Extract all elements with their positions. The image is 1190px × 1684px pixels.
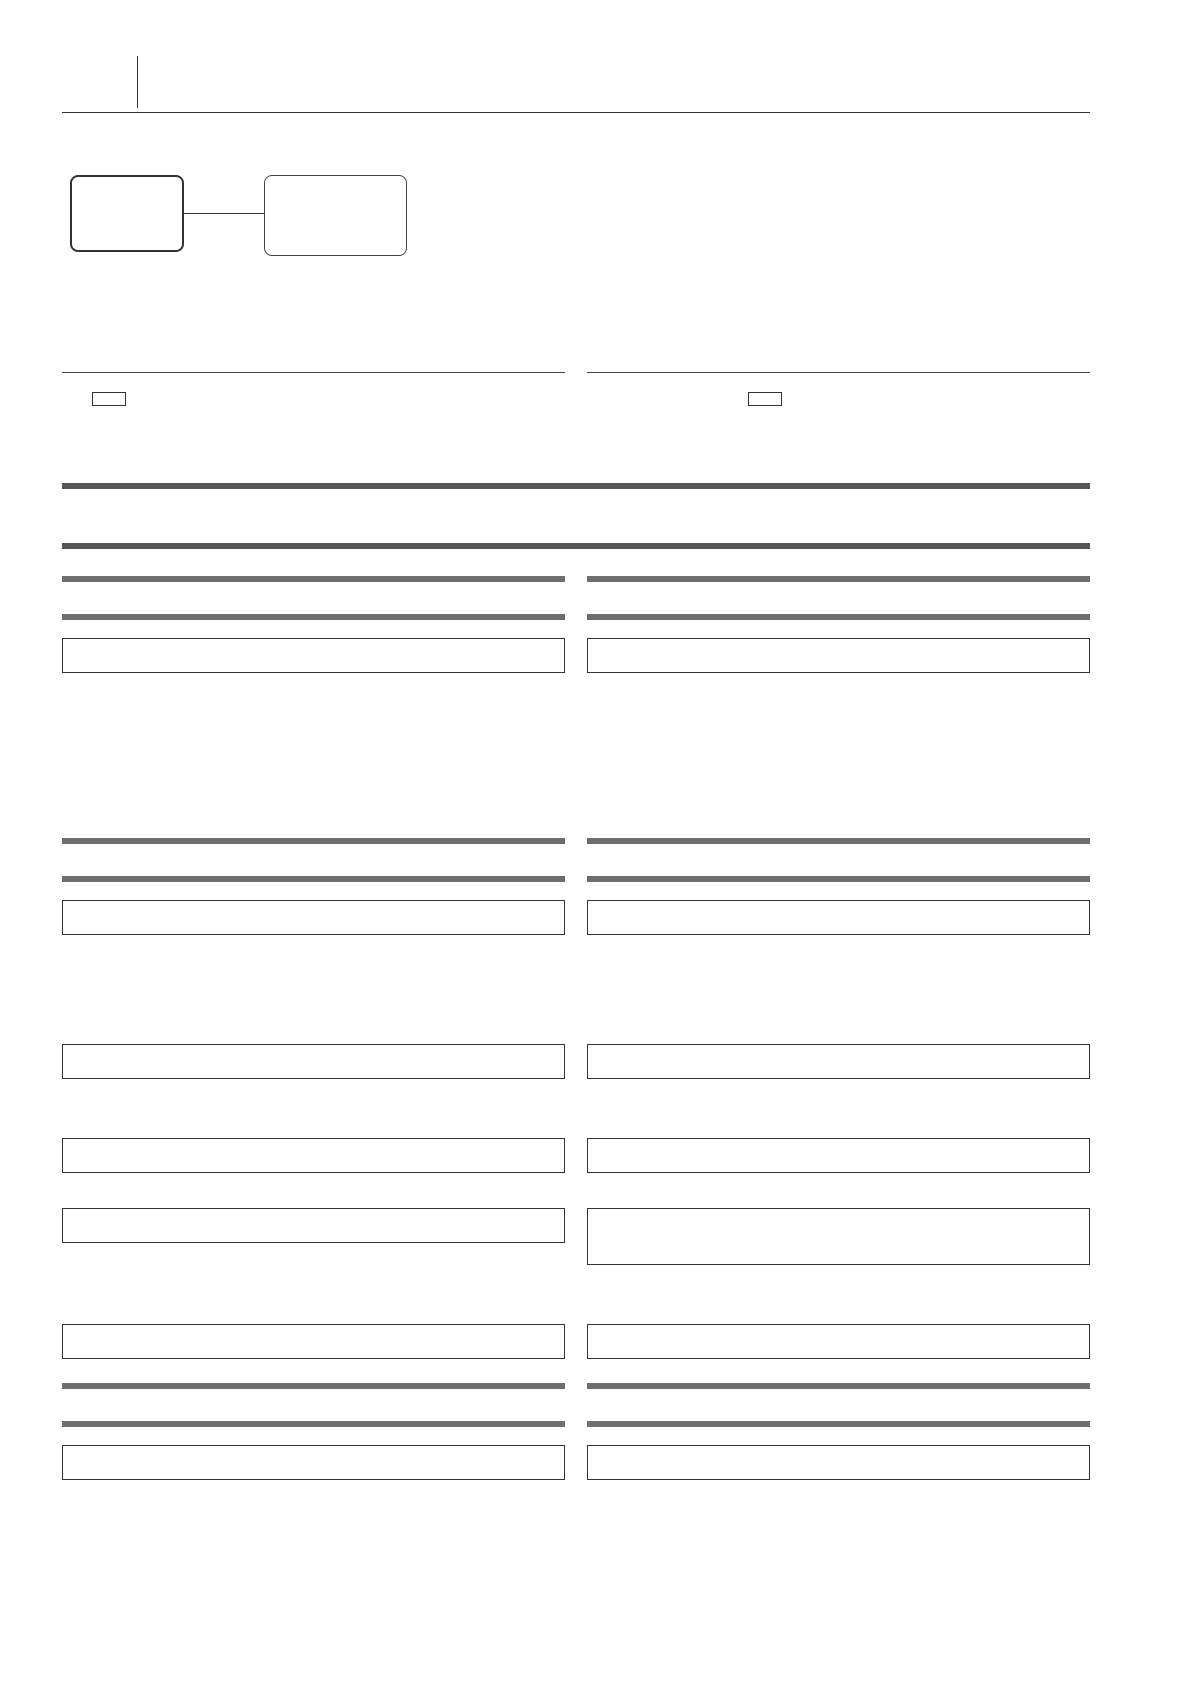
group3-rule-a-left [62, 1383, 565, 1389]
group2-box-2-right [587, 1044, 1090, 1079]
group2-box-5-right [587, 1324, 1090, 1359]
group3-box-right [587, 1445, 1090, 1480]
group1-box-left [62, 638, 565, 673]
diagram-node-secondary [264, 175, 407, 256]
header-divider-tick [137, 56, 138, 108]
group3-rule-b-right [587, 1421, 1090, 1427]
diagram-connector [184, 213, 264, 214]
group1-box-right [587, 638, 1090, 673]
group3-rule-a-right [587, 1383, 1090, 1389]
group2-box-3-right [587, 1138, 1090, 1173]
group2-box-4-right [587, 1208, 1090, 1265]
group2-rule-a-left [62, 838, 565, 844]
group2-rule-a-right [587, 838, 1090, 844]
thick-rule-bottom [62, 543, 1090, 549]
key-box-left [92, 392, 126, 406]
thick-rule-top [62, 483, 1090, 489]
group2-rule-b-left [62, 876, 565, 882]
group3-box-left [62, 1445, 565, 1480]
group2-box-5-left [62, 1324, 565, 1359]
group1-rule-b-left [62, 614, 565, 620]
section-rule-right [587, 372, 1090, 373]
group2-rule-b-right [587, 876, 1090, 882]
group2-box-3-left [62, 1138, 565, 1173]
group2-box-1-left [62, 900, 565, 935]
header-rule [62, 112, 1090, 113]
group1-rule-a-right [587, 576, 1090, 582]
group2-box-4-left [62, 1208, 565, 1243]
key-box-right [748, 392, 782, 406]
section-rule-left [62, 372, 565, 373]
group3-rule-b-left [62, 1421, 565, 1427]
diagram-node-primary [70, 175, 184, 252]
group2-box-1-right [587, 900, 1090, 935]
group2-box-2-left [62, 1044, 565, 1079]
group1-rule-b-right [587, 614, 1090, 620]
group1-rule-a-left [62, 576, 565, 582]
